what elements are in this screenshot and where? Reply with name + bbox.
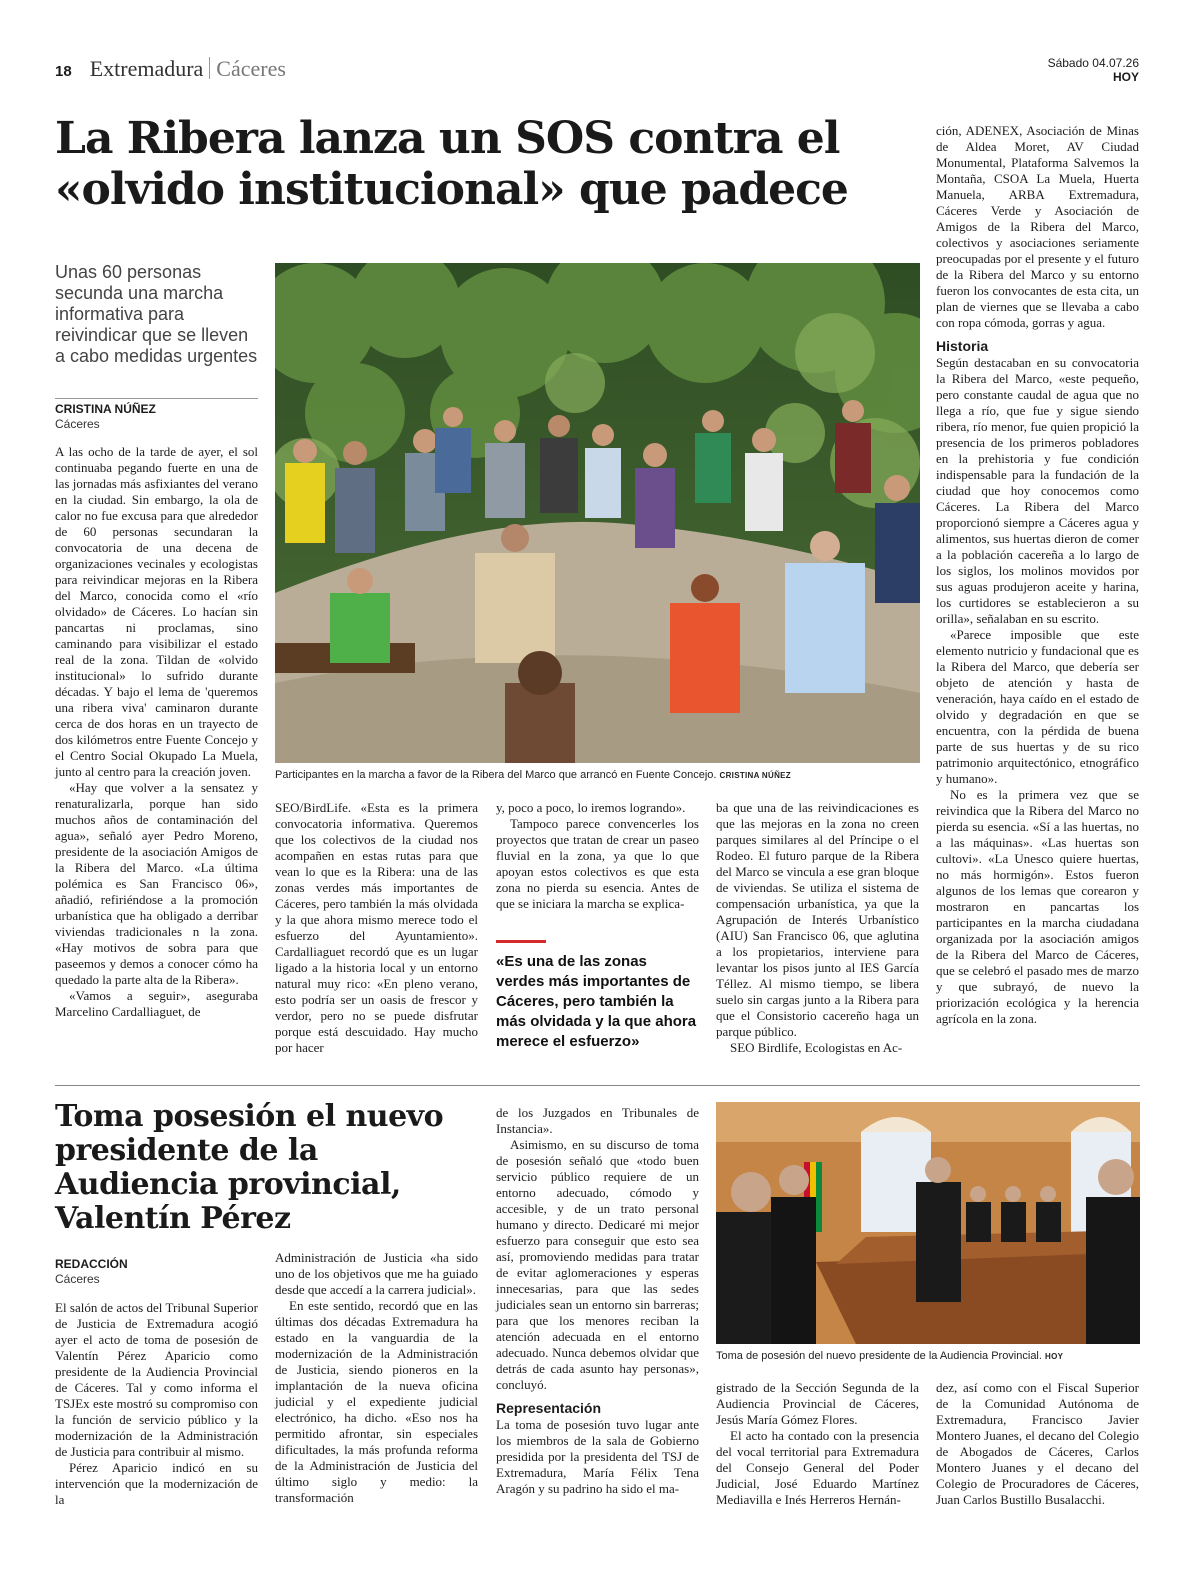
subhead-historia: Historia: [936, 338, 989, 354]
page-number: 18: [55, 63, 72, 80]
article1-photo: [275, 263, 920, 763]
march-participants-photo: [275, 263, 920, 763]
subhead-representacion: Representación: [496, 1400, 602, 1416]
article2-author: REDACCIÓN: [55, 1257, 128, 1271]
article-separator: [55, 1085, 1140, 1086]
article1-col4: ba que una de las reivindicaciones es que las mejoras en la zona no creen parques similares al del Príncipe o el Rodeo. El futuro parque de la Ribera del Marco se vincula a ese gran bloque de viviendas. Se utiliza el sistema de compensación urbanística, ya que la Agrupación de Interés Urbanístico (AIU) San Francisco 06, que aglutina a los propietarios, interviene para levantar los pisos junto al IES García Téllez. Al mismo tiempo, se libera suelo sin cargas junto a la Ribera para que el Consistorio cacereño haga un parque público. SEO Birdlife, Ecologistas en Ac-: [716, 800, 919, 1055]
pull-quote-accent: [496, 940, 546, 943]
article2-photo-credit: HOY: [1045, 1352, 1064, 1361]
issue-info: [1048, 56, 1139, 84]
article1-col3: y, poco a poco, lo iremos logrando». Tampoco parece convencerles los proyectos que tratan de crear un paseo fluvial en la zona, ya que lo que apoyan estos colectivos es que esta zona no pierda su esencia. Antes de que se iniciara la marcha se explica-: [496, 800, 699, 911]
publication-name: HOY: [1112, 70, 1139, 84]
article1-photo-caption: Participantes en la marcha a favor de la Ribera del Marco que arrancó en Fuente Concejo. CRISTINA NÚÑEZ: [275, 769, 791, 781]
article1-col2: SEO/BirdLife. «Esta es la primera convocatoria informativa. Queremos que los colectivos de la ciudad nos acompañen en estas rutas para que vean lo que es la Ribera: una de las zonas verdes más importantes de Cáceres, pero también la más olvidada y la que ahora mismo merece todo el esfuerzo del Ayuntamiento». Cardalliaguet recordó que es un lugar ligado a la historia local y un entorno natural muy rico: «En pleno verano, esto podría ser un oasis de frescor y verdor, pero no se puede disfrutar porque está descuidado. Hay mucho por hacer: [275, 800, 478, 1055]
article1-headline: La Ribera lanza un SOS contra el «olvido institucional» que padece: [55, 113, 848, 215]
issue-date: Sábado 04.07.26: [1047, 56, 1139, 70]
article2-col3: de los Juzgados en Tribunales de Instancia». Asimismo, en su discurso de toma de posesión señaló que «todo buen servicio público requiere de un entorno adecuado, cómodo y accesible, y de un trato personal humano y directo. Dedicaré mi mejor esfuerzo para conseguir que esto sea así, promoviendo medidas para tratar de evitar aglomeraciones y esperas innecesarias, para que las sedes judiciales sean un entorno sin barreras; para que los menores reciban la atención adecuada en el entorno adecuado. Nunca debemos olvidar que detrás de cada asunto hay personas», concluyó. Representación La toma de posesión tuvo lugar ante los miembros de la sala de Gobierno presidida por la presidenta del TSJ de Extremadura, María Félix Tena Aragón y su padrino ha sido el ma-: [496, 1105, 699, 1496]
article2-place: Cáceres: [55, 1272, 100, 1286]
article2-col4: gistrado de la Sección Segunda de la Audiencia Provincial de Cáceres, Jesús María Gómez Flores. El acto ha contado con la presencia del vocal territorial para Extremadura del Consejo General del Poder Judicial, José Eduardo Martínez Mediavilla e Inés Herreros Hernán-: [716, 1380, 919, 1507]
article1-photo-credit: CRISTINA NÚÑEZ: [719, 771, 791, 780]
article1-deck: Unas 60 personas secunda una marcha informativa para reivindicar que se lleven a cabo medidas urgentes: [55, 262, 258, 366]
article2-photo-caption: Toma de posesión del nuevo presidente de la Audiencia Provincial. HOY: [716, 1350, 1064, 1362]
article2-headline: Toma posesión el nuevo presidente de la Audiencia provincial, Valentín Pérez: [55, 1099, 444, 1236]
article1-place: Cáceres: [55, 417, 100, 431]
byline-rule: [55, 398, 258, 399]
article2-col2: Administración de Justicia «ha sido uno de los objetivos que me ha guiado desde que accedí a la carrera judicial». En este sentido, recordó que en las últimas dos décadas Extremadura ha estado en la vanguardia de la modernización de la Administración de Justicia, siendo pioneros en la implantación de la nueva oficina judicial y el expediente judicial electrónico, ha dicho. «Eso nos ha permitido afrontar, sin especiales dificultades, la más profunda reforma de la Administración de Justicia del último siglo y medio: la transformación: [275, 1250, 478, 1505]
article1-col1: A las ocho de la tarde de ayer, el sol continuaba pegando fuerte en una de las jornadas más asfixiantes del verano en la ciudad. Sin embargo, la ola de calor no fue excusa para que alrededor de 60 personas secundaran la convocatoria de una decena de organizaciones vecinales y ecologistas para reivindicar mejoras en la Ribera del Marco, conocida como el «río olvidado» de Cáceres. Lo hacían sin pancartas ni proclamas, sino caminando para visibilizar el estado real de la zona. Tildan de «olvido institucional» lo sufrido durante décadas. Y bajo el lema de 'queremos una ribera viva' caminaron durante cerca de dos horas en un trayecto de dos kilómetros entre Fuente Concejo y el Centro Social Okupado La Muela, junto al centro para la creación joven. «Hay que volver a la sensatez y renaturalizarla, porque han sido muchos años de contaminación del agua», señaló ayer Pedro Moreno, presidente de la asociación Amigos de la Ribera del Marco. «La última polémica es San Francisco 06», añadió, refiriéndose a la promoción urbanística que ha obligado a derribar viviendas tradicionales n la zona. «Hay motivos de sobra para que paseemos y demos a conocer cómo ha quedado la parte alta de la Ribera». «Vamos a seguir», aseguraba Marcelino Cardalliaguet, de: [55, 444, 258, 1019]
article1-pull-quote: «Es una de las zonas verdes más importantes de Cáceres, pero también la más olvidada y la que ahora merece el esfuerzo»: [496, 953, 697, 1050]
article2-photo: [716, 1102, 1140, 1344]
article2-col1: El salón de actos del Tribunal Superior de Justicia de Extremadura acogió ayer el acto de toma de posesión de Valentín Pérez Aparicio como presidente de la Audiencia Provincial de Cáceres. Tal y como informa el TSJEx este mostró su compromiso con la función de servicio público y la modernización de la Administración de Justicia para contribuir al mismo. Pérez Aparicio indicó en su intervención que la modernización de la: [55, 1300, 258, 1507]
subsection-name: Cáceres: [216, 56, 286, 81]
article1-col5: ción, ADENEX, Asociación de Minas de Aldea Moret, AV Ciudad Monumental, Plataforma Salvemos la Montaña, CSOA La Muela, Huerta Manuela, ARBA Extremadura, Cáceres Verde y Asociación de Amigos de la Ribera del Marco, colectivos y asociaciones seriamente preocupadas por el presente y el futuro de la Ribera del Marco y su entorno fueron los convocantes de esta cita, un plan de viernes que se llevaba a cabo con ropa cómoda, gorras y agua. Historia Según destacaban en su convocatoria la Ribera del Marco, «este pequeño, pero constante caudal de agua que no llega a río, que fue y sigue siendo ribera, río menor, fue quien propició la presencia de los primeros pobladores en la prehistoria y fue condición indispensable para la fundación de la ciudad que hoy conocemos como Cáceres. La Ribera del Marco proporcionó siempre a Cáceres agua y alimentos, sus huertas dieron de comer a la población cacereña a lo largo de los siglos, los molinos movidos por sus aguas produjeron aceite y harina, los curtidores se establecieron a su orilla», señalaban en su escrito. «Parece imposible que este elemento nutricio y fundacional que es la Ribera del Marco, que debería ser objeto de atención y hasta de veneración, haya caído en el estado de olvido y degradación en que se encuentra, con la pérdida de buena parte de sus huertas y de su rico patrimonio arquitectónico, etnográfico y humano». No es la primera vez que se reivindica que la Ribera del Marco no pierda su esencia. «Sí a las huertas, no a las máquinas». «Las huertas son cultovi». «La Unesco quiere huertas, no más hormigón». Estos fueron algunos de los lemas que corearon y mostraron en pancartas los participantes en la marcha ciudadana organizada por la asociación amigos de la Ribera del Marco de Cáceres, que se celebró el pasado mes de marzo y que subrayó, de nuevo la priorización ecológica y la herencia agrícola en la zona.: [936, 123, 1139, 1026]
swearing-in-ceremony-photo: [716, 1102, 1140, 1344]
page-header: [55, 56, 1140, 86]
article1-author: CRISTINA NÚÑEZ: [55, 402, 156, 416]
section-name: Extremadura: [89, 56, 204, 81]
article2-col5: dez, así como con el Fiscal Superior de la Comunidad Autónoma de Extremadura, Francisco Javier Montero Juanes, el decano del Colegio de Abogados de Cáceres, Carlos Montero Juanes y el decano del Colegio de Procuradores de Cáceres, Juan Carlos Bustillo Busalacchi.: [936, 1380, 1139, 1507]
header-divider: [209, 57, 210, 79]
